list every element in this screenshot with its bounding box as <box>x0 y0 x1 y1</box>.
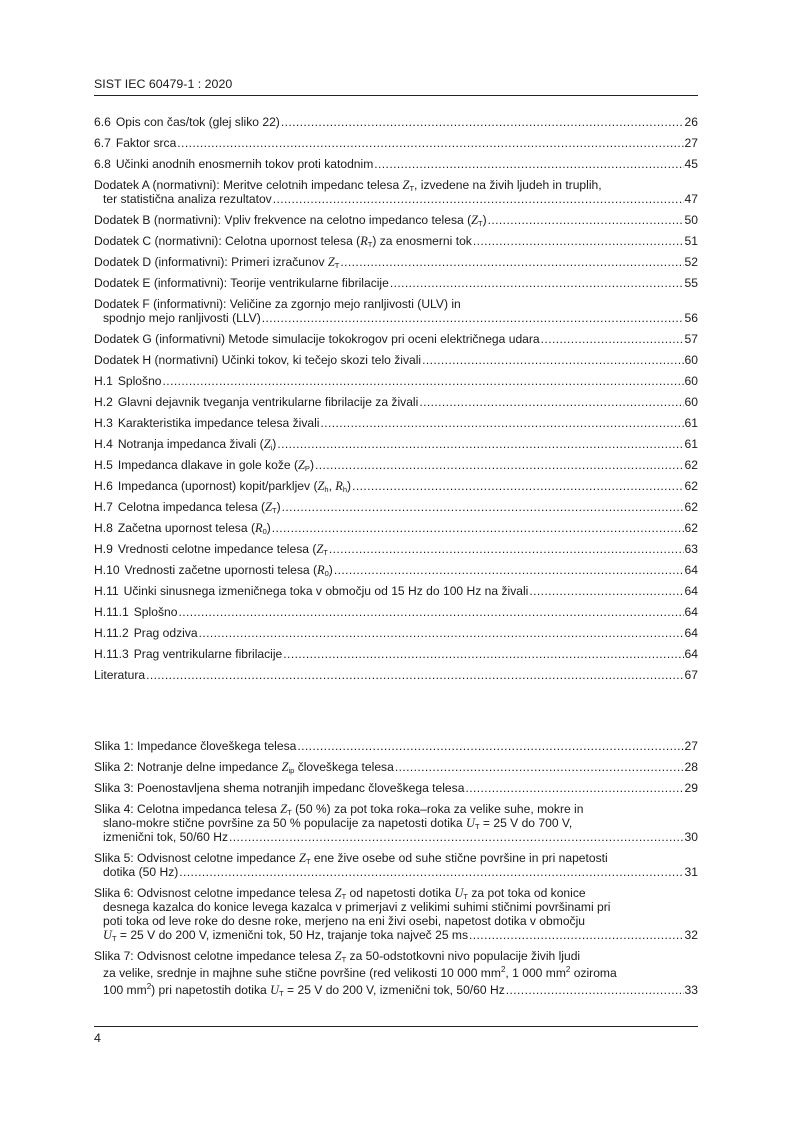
toc-entry-annex-e[interactable]: Dodatek E (informativni): Teorije ventrikularne fibrilacije ..... 55 <box>94 276 698 290</box>
toc-entry-annex-a[interactable]: Dodatek A (normativni): Meritve celotnih impedanc telesa $Z_T$, izvedene na živih ljudeh in truplih, ter statistična analiza rezultatov ..... 47 <box>94 178 698 206</box>
header-rule <box>94 95 698 96</box>
figure-entry[interactable]: Slika 4: Celotna impedanca telesa $Z_T$ (50 %) za pot toka roka–roka za velike suhe, mokre in slano-mokre stične površine za 50 % populacije za napetosti dotika $U_T = 25$ V do 700 V, izmenični tok, 50/60 Hz ..... 30 <box>94 802 698 844</box>
toc-entry[interactable]: H.5 Impedanca dlakave in gole kože $(Z_P)$ ..... 62 <box>94 458 698 472</box>
toc-entry[interactable]: H.2 Glavni dejavnik tveganja ventrikularne fibrilacije za živali ..... 60 <box>94 395 698 409</box>
toc-entry[interactable]: H.4 Notranja impedanca živali $(Z_i)$ ..... 61 <box>94 437 698 451</box>
toc-entry[interactable]: H.11.1 Splošno ..... 64 <box>94 605 698 619</box>
table-of-contents <box>94 115 698 689</box>
toc-entry[interactable]: H.8 Začetna upornost telesa $(R_0)$ ..... 62 <box>94 521 698 535</box>
toc-entry[interactable]: H.11.3 Prag ventrikularne fibrilacije ..... 64 <box>94 647 698 661</box>
toc-entry-annex-c[interactable]: Dodatek C (normativni): Celotna upornost telesa $(R_T)$ za enosmerni tok ..... 51 <box>94 234 698 248</box>
figure-entry[interactable]: Slika 2: Notranje delne impedance $Z_{ip}$ človeškega telesa ..... 28 <box>94 760 698 774</box>
toc-entry[interactable]: H.6 Impedanca (upornost) kopit/parkljev ($Z_h$, $R_h$) ..... 62 <box>94 479 698 493</box>
toc-entry[interactable]: 6.6 Opis con čas/tok (glej sliko 22) ..... 26 <box>94 115 698 129</box>
toc-entry[interactable]: H.1 Splošno ..... 60 <box>94 374 698 388</box>
toc-entry-annex-d[interactable]: Dodatek D (informativni): Primeri izračunov $Z_T$ ..... 52 <box>94 255 698 269</box>
toc-entry[interactable]: H.11 Učinki sinusnega izmeničnega toka v območju od 15 Hz do 100 Hz na živali ..... 64 <box>94 584 698 598</box>
list-of-figures <box>94 739 698 1004</box>
toc-entry[interactable]: 6.8 Učinki anodnih enosmernih tokov proti katodnim ..... 45 <box>94 157 698 171</box>
toc-entry[interactable]: H.10 Vrednosti začetne upornosti telesa $(R_0)$ ..... 64 <box>94 563 698 577</box>
toc-entry-bibliography[interactable]: Literatura ..... 67 <box>94 668 698 682</box>
figure-entry[interactable]: Slika 5: Odvisnost celotne impedance $Z_T$ ene žive osebe od suhe stične površine in pri napetosti dotika (50 Hz) ..... 31 <box>94 851 698 879</box>
page-number: 4 <box>94 1031 101 1045</box>
toc-entry-annex-f[interactable]: Dodatek F (informativni): Veličine za zgornjo mejo ranljivosti (ULV) in spodnjo mejo ranljivosti (LLV) ..... 56 <box>94 297 698 325</box>
toc-entry-annex-g[interactable]: Dodatek G (informativni) Metode simulacije tokokrogov pri oceni električnega udara ..... 57 <box>94 332 698 346</box>
figure-entry[interactable]: Slika 1: Impedance človeškega telesa ..... 27 <box>94 739 698 753</box>
footer-rule <box>94 1026 698 1027</box>
figure-entry[interactable]: Slika 6: Odvisnost celotne impedance telesa $Z_T$ od napetosti dotika $U_T$ za pot toka od konice desnega kazalca do konice levega kazalca v primerjavi z velikimi suhimi stičnimi površinami pri poti toka od leve roke do desne roke, merjeno na eni živi osebi, napetost dotika v območju $U_T = 25$ V do 200 V, izmenični tok, 50 Hz, trajanje toka največ 25 ms ..... 32 <box>94 886 698 942</box>
toc-entry-annex-b[interactable]: Dodatek B (normativni): Vpliv frekvence na celotno impedanco telesa $(Z_T)$ ..... 50 <box>94 213 698 227</box>
toc-entry[interactable]: H.9 Vrednosti celotne impedance telesa ($Z_T$ ..... 63 <box>94 542 698 556</box>
document-header: SIST IEC 60479-1 : 2020 <box>94 77 233 91</box>
figure-entry[interactable]: Slika 3: Poenostavljena shema notranjih impedanc človeškega telesa ..... 29 <box>94 781 698 795</box>
toc-entry-annex-h[interactable]: Dodatek H (normativni) Učinki tokov, ki tečejo skozi telo živali ..... 60 <box>94 353 698 367</box>
toc-entry[interactable]: H.11.2 Prag odziva ..... 64 <box>94 626 698 640</box>
toc-entry[interactable]: 6.7 Faktor srca ..... 27 <box>94 136 698 150</box>
figure-entry[interactable]: Slika 7: Odvisnost celotne impedance telesa $Z_T$ za 50-odstotkovni nivo populacije živih ljudi za velike, srednje in majhne suhe stične površine (red velikosti 10 000 $mm^2$, 1 000 $mm^2$ oziroma 100 $mm^2$) pri napetostih dotika $U_T = 25$ V do 200 V, izmenični tok, 50/60 Hz ..... 33 <box>94 949 698 997</box>
toc-entry[interactable]: H.7 Celotna impedanca telesa $(Z_T)$ ..... 62 <box>94 500 698 514</box>
toc-entry[interactable]: H.3 Karakteristika impedance telesa živali ..... 61 <box>94 416 698 430</box>
